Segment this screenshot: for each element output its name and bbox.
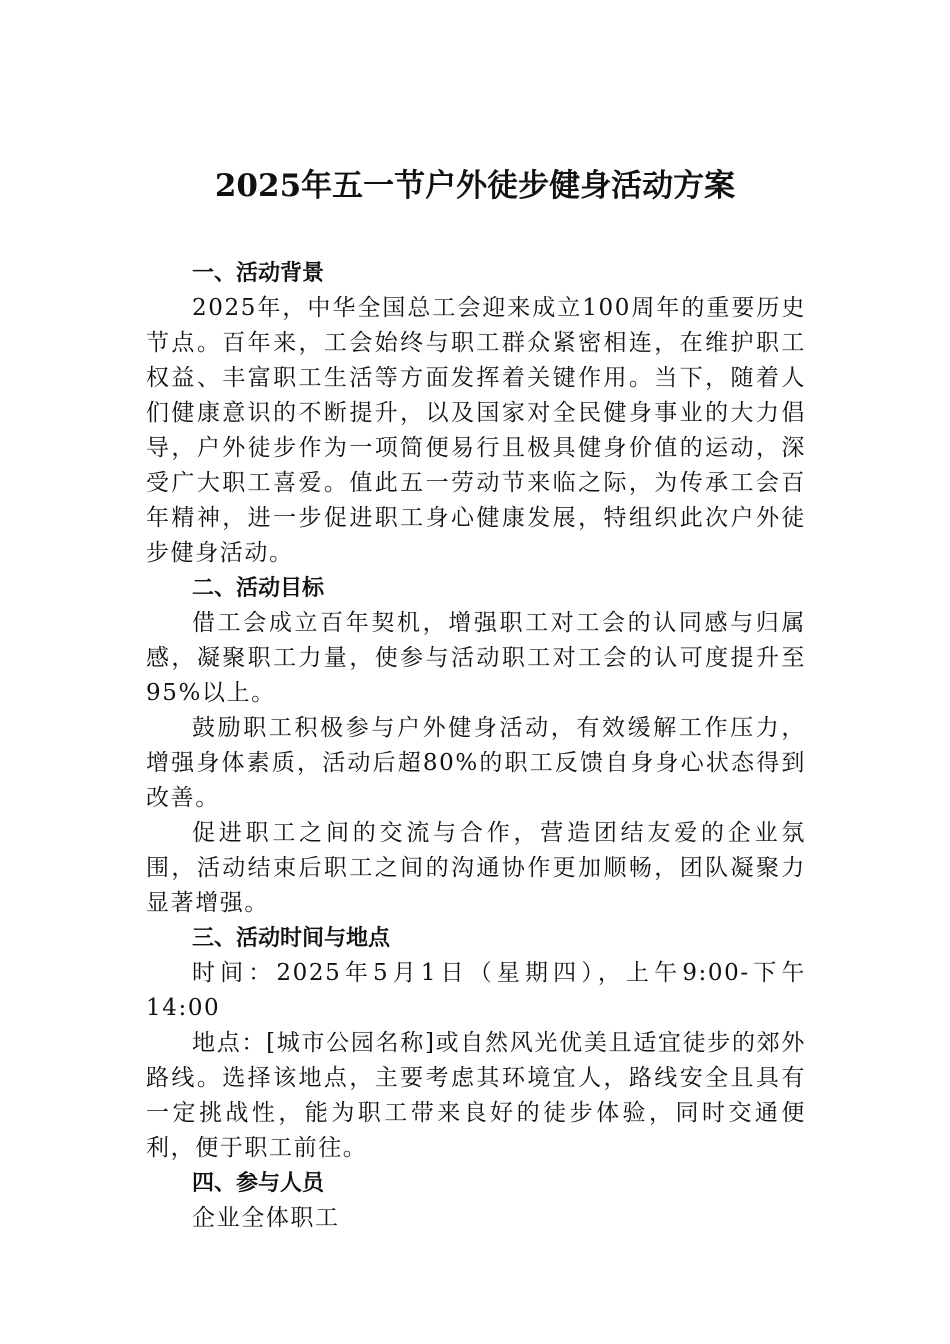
document-title: 2025年五一节户外徒步健身活动方案	[214, 168, 736, 204]
section-time-location	[146, 921, 806, 1166]
section-heading: 四、参与人员	[192, 1171, 325, 1196]
document-body	[146, 256, 806, 1236]
section-background	[146, 256, 806, 571]
section-paragraph: 鼓励职工积极参与户外健身活动，有效缓解工作压力，增强身体素质，活动后超80%的职工反馈自身身心状态得到改善。	[146, 715, 806, 811]
section-heading: 一、活动背景	[192, 261, 325, 286]
section-paragraph: 时间：2025年5月1日（星期四），上午9:00-下午14:00	[146, 960, 806, 1021]
section-paragraph: 促进职工之间的交流与合作，营造团结友爱的企业氛围，活动结束后职工之间的沟通协作更加顺畅，团队凝聚力显著增强。	[146, 820, 806, 916]
section-paragraph: 企业全体职工	[192, 1205, 340, 1231]
section-paragraph: 地点：[城市公园名称]或自然风光优美且适宜徒步的郊外路线。选择该地点，主要考虑其环境宜人，路线安全且具有一定挑战性，能为职工带来良好的徒步体验，同时交通便利，便于职工前往。	[146, 1030, 806, 1161]
section-paragraph: 2025年，中华全国总工会迎来成立100周年的重要历史节点。百年来，工会始终与职工群众紧密相连，在维护职工权益、丰富职工生活等方面发挥着关键作用。当下，随着人们健康意识的不断提升，以及国家对全民健身事业的大力倡导，户外徒步作为一项简便易行且极具健身价值的运动，深受广大职工喜爱。值此五一劳动节来临之际，为传承工会百年精神，进一步促进职工身心健康发展，特组织此次户外徒步健身活动。	[146, 295, 806, 566]
section-goals	[146, 571, 806, 921]
section-heading: 三、活动时间与地点	[192, 926, 391, 951]
section-heading: 二、活动目标	[192, 576, 325, 601]
section-paragraph: 借工会成立百年契机，增强职工对工会的认同感与归属感，凝聚职工力量，使参与活动职工对工会的认可度提升至95%以上。	[146, 610, 806, 706]
section-participants	[146, 1166, 806, 1236]
